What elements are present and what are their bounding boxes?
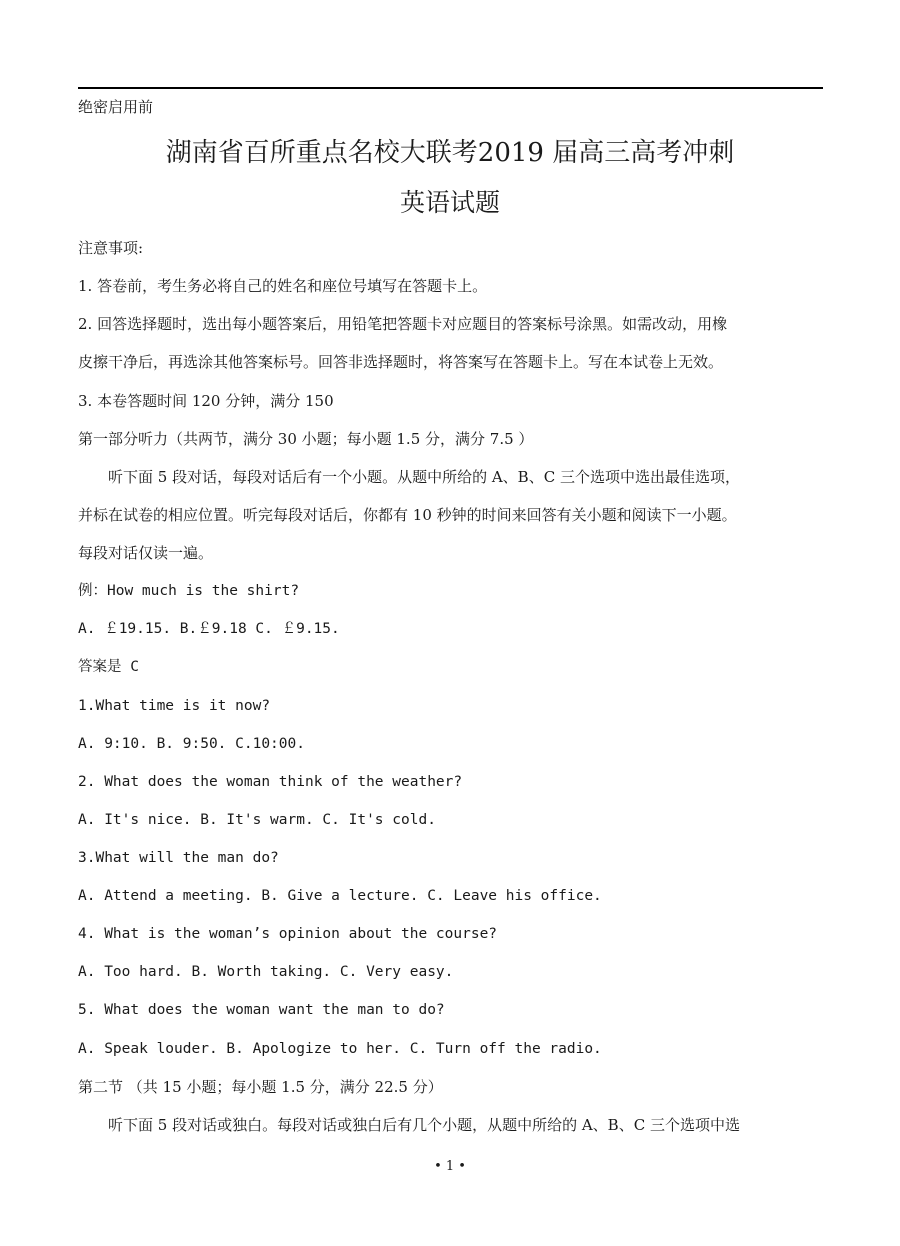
section2-heading: 第二节 （共 15 小题；每小题 1.5 分，满分 22.5 分） xyxy=(78,1078,443,1096)
question-text: 1.What time is it now? xyxy=(78,698,271,714)
note-item: 皮擦干净后，再选涂其他答案标号。回答非选择题时，将答案写在答题卡上。写在本试卷上无效。 xyxy=(78,353,724,371)
question-text: 5. What does the woman want the man to do? xyxy=(78,1002,445,1018)
note-item: 1. 答卷前，考生务必将自己的姓名和座位号填写在答题卡上。 xyxy=(78,277,488,295)
example-options: A. ￡19.15. B.￡9.18 C. ￡9.15. xyxy=(78,621,340,637)
question-options: A. Attend a meeting. B. Give a lecture. C. Leave his office. xyxy=(78,888,602,904)
question-options: A. Speak louder. B. Apologize to her. C. Turn off the radio. xyxy=(78,1041,602,1057)
page-number: • 1 • xyxy=(434,1159,466,1174)
section2-instruction: 听下面 5 段对话或独白。每段对话或独白后有几个小题，从题中所给的 A、B、C 三个选项中选 xyxy=(108,1116,740,1134)
question-text: 4. What is the woman’s opinion about the course? xyxy=(78,926,498,942)
part1-heading: 第一部分听力（共两节，满分 30 小题；每小题 1.5 分，满分 7.5 ） xyxy=(78,430,534,448)
example-answer: 答案是 C xyxy=(78,659,139,675)
part1-instruction: 听下面 5 段对话，每段对话后有一个小题。从题中所给的 A、B、C 三个选项中选出最佳选项， xyxy=(108,468,740,486)
note-item: 2. 回答选择题时，选出每小题答案后，用铅笔把答题卡对应题目的答案标号涂黑。如需改动，用橡 xyxy=(78,315,728,333)
confidential-label: 绝密启用前 xyxy=(78,98,154,116)
part1-instruction: 每段对话仅读一遍。 xyxy=(78,544,214,562)
part1-instruction: 并标在试卷的相应位置。听完每段对话后，你都有 10 秒钟的时间来回答有关小题和阅读下一小题。 xyxy=(78,506,737,524)
question-text: 2. What does the woman think of the weather? xyxy=(78,774,463,790)
exam-title: 湖南省百所重点名校大联考2019 届高三高考冲刺 xyxy=(165,138,735,168)
question-options: A. It's nice. B. It's warm. C. It's cold. xyxy=(78,812,436,828)
question-text: 3.What will the man do? xyxy=(78,850,279,866)
header-rule xyxy=(78,87,823,89)
exam-subtitle: 英语试题 xyxy=(399,188,500,217)
notes-heading: 注意事项: xyxy=(78,239,144,257)
question-options: A. 9:10. B. 9:50. C.10:00. xyxy=(78,736,305,752)
question-options: A. Too hard. B. Worth taking. C. Very easy. xyxy=(78,964,454,980)
note-item: 3. 本卷答题时间 120 分钟，满分 150 xyxy=(78,392,334,410)
example-question: 例：How much is the shirt? xyxy=(78,583,300,599)
